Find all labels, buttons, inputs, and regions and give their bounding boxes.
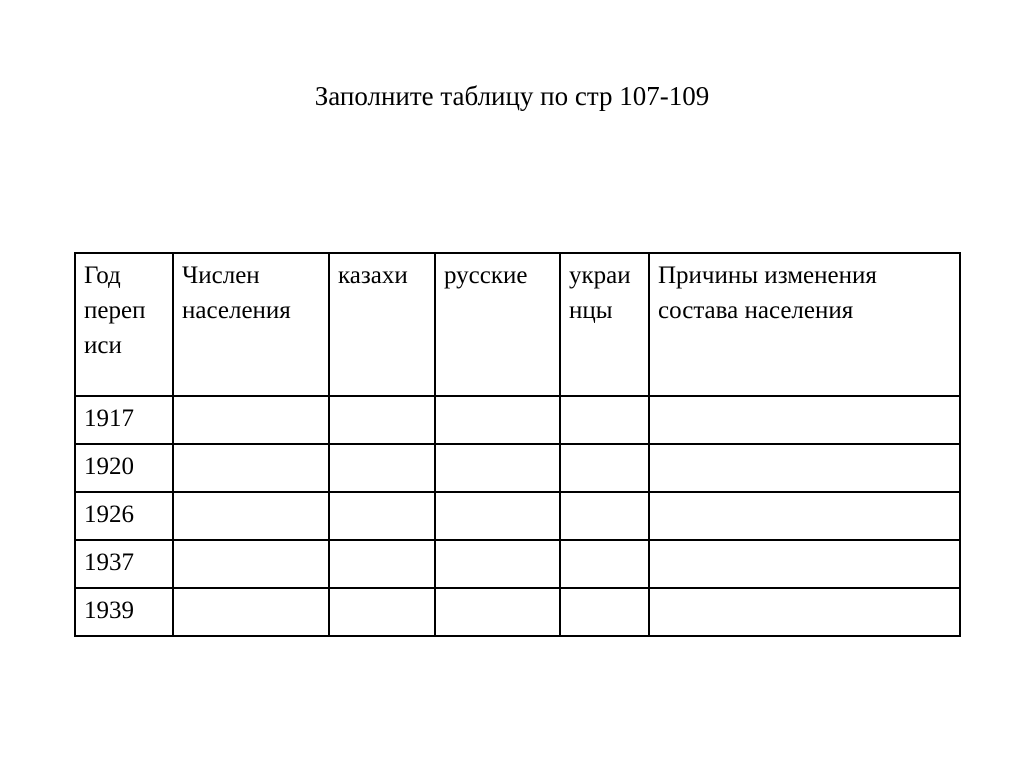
table-row — [75, 444, 960, 492]
kazakhs-cell — [329, 444, 435, 492]
russians-cell — [435, 492, 560, 540]
russians-cell — [435, 588, 560, 636]
year-cell: 1937 — [75, 540, 173, 588]
ukrainians-cell — [560, 396, 649, 444]
kazakhs-cell — [329, 492, 435, 540]
ukrainians-cell — [560, 540, 649, 588]
kazakhs-cell — [329, 588, 435, 636]
year-cell: 1920 — [75, 444, 173, 492]
reasons-cell — [649, 588, 960, 636]
header-ukrainians: украи нцы — [560, 253, 649, 396]
header-russians: русские — [435, 253, 560, 396]
year-cell: 1917 — [75, 396, 173, 444]
population-cell — [173, 492, 329, 540]
russians-cell — [435, 444, 560, 492]
table-row — [75, 492, 960, 540]
kazakhs-cell — [329, 540, 435, 588]
russians-cell — [435, 396, 560, 444]
page-title: Заполните таблицу по стр 107-109 — [314, 81, 710, 111]
ukrainians-cell — [560, 444, 649, 492]
population-cell — [173, 540, 329, 588]
table-row — [75, 540, 960, 588]
table-row — [75, 396, 960, 444]
header-kazakhs: казахи — [329, 253, 435, 396]
population-cell — [173, 444, 329, 492]
year-cell: 1939 — [75, 588, 173, 636]
russians-cell — [435, 540, 560, 588]
reasons-cell — [649, 492, 960, 540]
table-header-row — [75, 253, 960, 396]
reasons-cell — [649, 396, 960, 444]
population-cell — [173, 396, 329, 444]
year-cell: 1926 — [75, 492, 173, 540]
reasons-cell — [649, 444, 960, 492]
kazakhs-cell — [329, 396, 435, 444]
population-cell — [173, 588, 329, 636]
reasons-cell — [649, 540, 960, 588]
header-population: Числен населения — [173, 253, 329, 396]
table-row — [75, 588, 960, 636]
header-census-year: Год переп иси — [75, 253, 173, 396]
header-change-reasons: Причины изменения состава населения — [649, 253, 960, 396]
ukrainians-cell — [560, 588, 649, 636]
census-table — [74, 252, 961, 637]
ukrainians-cell — [560, 492, 649, 540]
